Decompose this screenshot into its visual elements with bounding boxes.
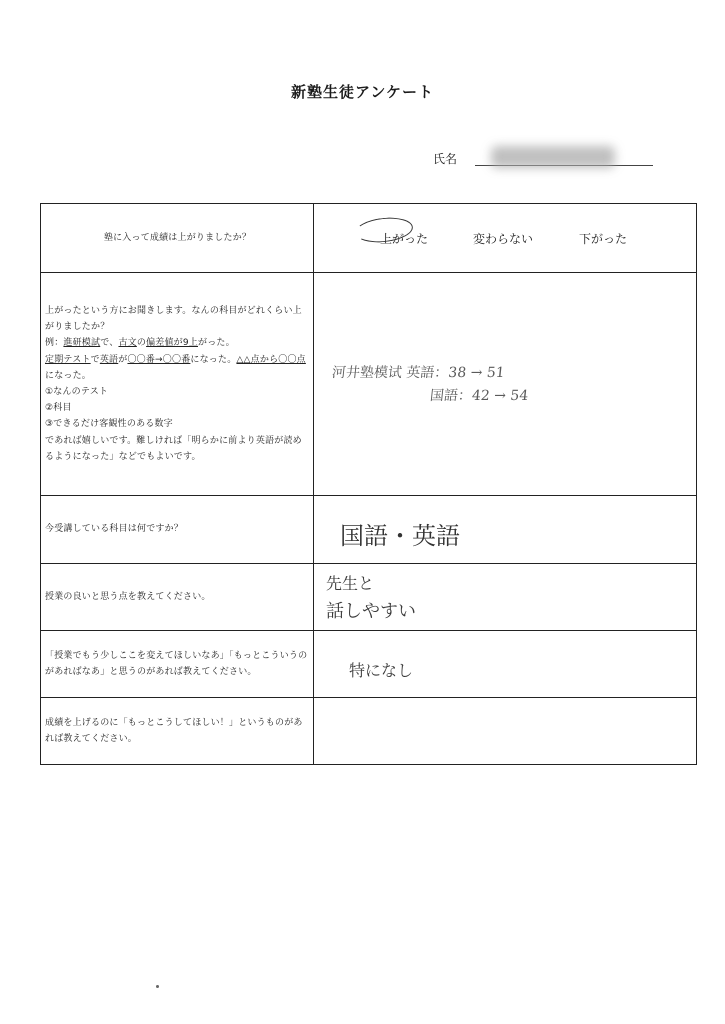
question-2-text: 上がったという方にお聞きします。なんの科目がどれくらい上がりましたか？ 例：進研模試で、古文の偏差値が9上がった。 定期テストで英語が〇〇番→〇〇番になった。△△点から〇〇点になった。 ①なんのテスト ②科目 ③できるだけ客観性のある数字 であれば嬉しいです。難しければ「明らかに前より英語が読めるようになった」などでもよいです。 — [41, 273, 314, 496]
answer-6-cell[interactable] — [314, 698, 697, 765]
option-up[interactable]: 上がった — [380, 232, 429, 246]
question-6-text: 成績を上げるのに「もっとこうしてほしい！」というものがあれば教えてください。 — [41, 698, 314, 765]
question-row-5 — [41, 631, 697, 698]
answer-4-cell — [314, 564, 697, 631]
question-4-text: 授業の良いと思う点を教えてください。 — [41, 564, 314, 631]
answer-2-line1: 河井塾模试 英語：38 → 51 — [331, 365, 506, 381]
answer-3-text: 国語・英語 — [340, 522, 460, 550]
answer-3-cell — [314, 496, 697, 564]
option-down[interactable]: 下がった — [579, 232, 628, 246]
answer-4-line1: 先生と — [326, 574, 375, 593]
redacted-name — [491, 146, 615, 168]
answer-2-cell — [314, 273, 697, 496]
page-title: 新塾生徒アンケート — [290, 83, 435, 101]
question-3-text: 今受講している科目は何ですか？ — [41, 496, 314, 564]
question-row-6 — [41, 698, 697, 765]
answer-5-text: 特になし — [349, 661, 414, 680]
question-1-text: 塾に入って成績は上がりましたか？ — [41, 204, 314, 273]
survey-table — [40, 203, 697, 765]
answer-5-cell — [314, 631, 697, 698]
name-row — [433, 150, 655, 170]
question-5-text: 「授業でもう少しここを変えてほしいなあ」「もっとこういうのがあればなあ」と思うのがあれば教えてください。 — [41, 631, 314, 698]
name-label: 氏名 — [433, 152, 458, 166]
option-same[interactable]: 変わらない — [473, 232, 534, 246]
question-row-3 — [41, 496, 697, 564]
scan-speck — [156, 985, 159, 988]
answer-2-line2: 国語：42 → 54 — [429, 388, 530, 404]
question-row-2 — [41, 273, 697, 496]
answer-4-line2: 話しやすい — [326, 601, 416, 622]
question-row-4 — [41, 564, 697, 631]
